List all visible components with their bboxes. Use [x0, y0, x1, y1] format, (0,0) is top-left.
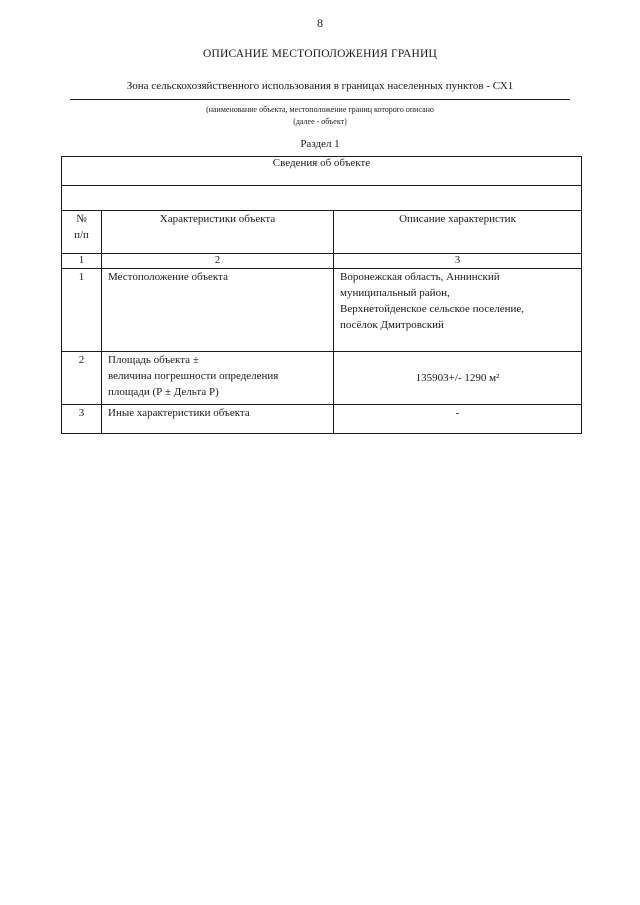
characteristic-line: Иные характеристики объекта: [108, 407, 250, 419]
table-header-row: [62, 211, 582, 254]
description-line: Воронежская область, Аннинский: [340, 271, 500, 283]
description-line: -: [455, 407, 460, 419]
object-caption: [70, 104, 570, 128]
header-number-symbol: №: [76, 213, 87, 225]
row-characteristic: [102, 269, 334, 352]
header-characteristics: Характеристики объекта: [102, 211, 334, 254]
table-row: [62, 269, 582, 352]
column-number-3: 3: [334, 254, 582, 269]
section-title: Раздел 1: [300, 138, 340, 150]
characteristic-line: Местоположение объекта: [108, 271, 228, 283]
row-characteristic: [102, 405, 334, 434]
characteristic-line: площади (Р ± Дельта Р): [108, 386, 219, 398]
characteristic-line: величина погрешности определения: [108, 370, 279, 382]
row-number: 1: [62, 269, 102, 352]
characteristic-line: Площадь объекта ±: [108, 354, 199, 366]
page-number: 8: [317, 16, 323, 30]
row-description: [334, 352, 582, 405]
row-description: [334, 269, 582, 352]
description-line: муниципальный район,: [340, 287, 450, 299]
table-row: [62, 405, 582, 434]
column-number-2: 2: [102, 254, 334, 269]
object-name-underline: [70, 99, 570, 100]
object-name: Зона сельскохозяйственного использования в границах населенных пунктов - СХ1: [126, 80, 514, 92]
table-blank-cell: [62, 186, 582, 211]
table-row: [62, 352, 582, 405]
row-description: [334, 405, 582, 434]
header-number: [62, 211, 102, 254]
table-blank-row: [62, 186, 582, 211]
description-line: 135903+/- 1290 м²: [415, 372, 500, 384]
description-line: Верхнетойденское сельское поселение,: [340, 303, 525, 315]
object-info-table: [61, 156, 582, 434]
object-caption-line-1: (наименование объекта, местоположение границ которого описано: [206, 105, 434, 114]
row-number: 2: [62, 352, 102, 405]
header-number-abbr: п/п: [74, 229, 89, 241]
row-number: 3: [62, 405, 102, 434]
row-characteristic: [102, 352, 334, 405]
header-description: Описание характеристик: [334, 211, 582, 254]
document-title: ОПИСАНИЕ МЕСТОПОЛОЖЕНИЯ ГРАНИЦ: [202, 48, 438, 60]
object-caption-line-2: (далее - объект): [293, 117, 347, 126]
table-title-row: [62, 157, 582, 186]
column-number-row: [62, 254, 582, 269]
description-line: посёлок Дмитровский: [340, 319, 444, 331]
table-title: Сведения об объекте: [62, 157, 582, 186]
column-number-1: 1: [62, 254, 102, 269]
